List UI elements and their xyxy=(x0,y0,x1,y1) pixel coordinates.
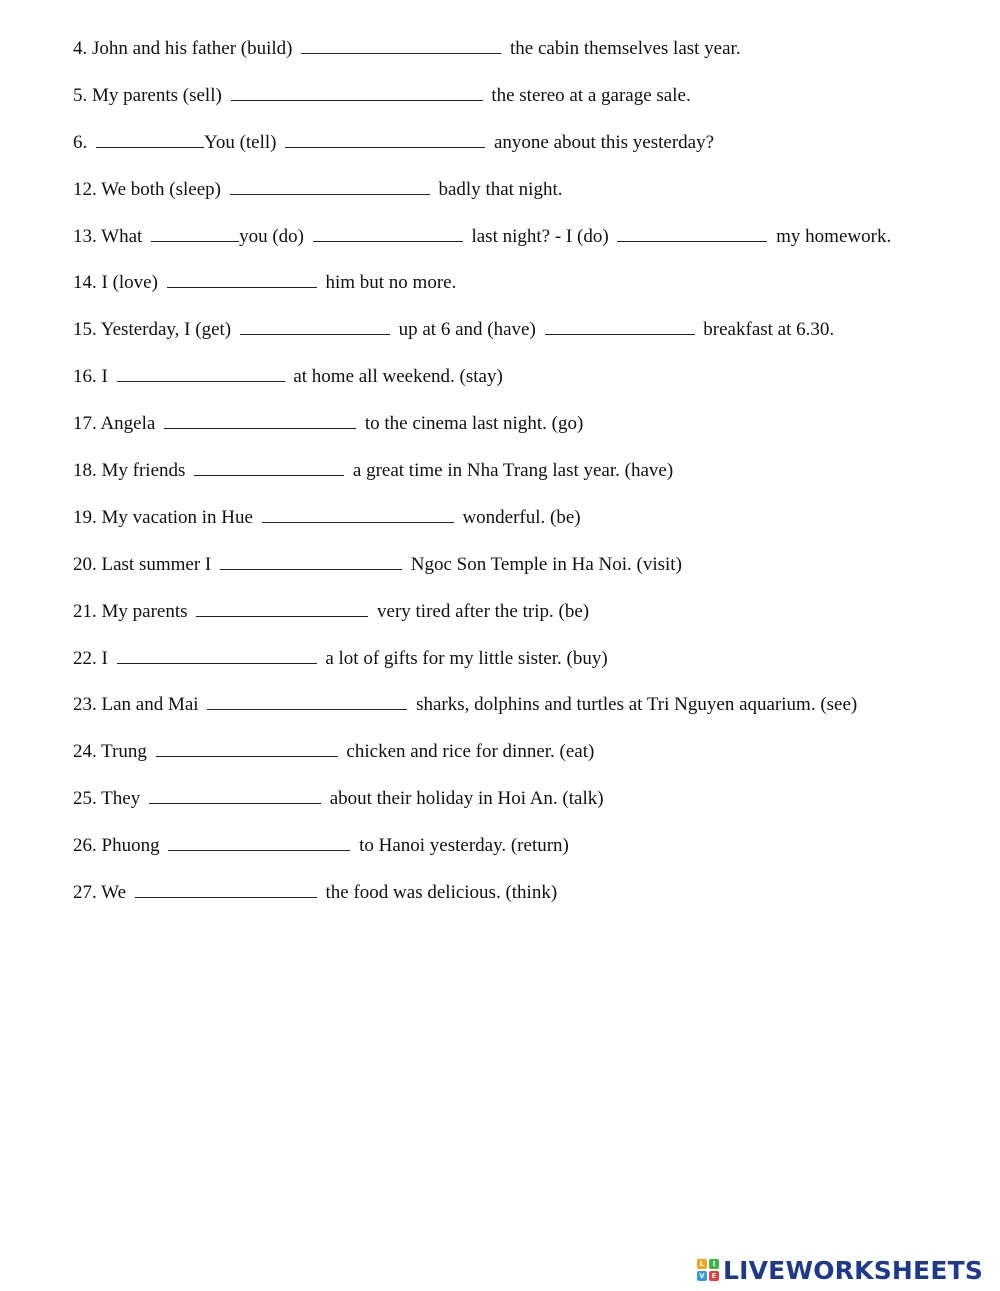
logo-block-i: I xyxy=(709,1259,719,1269)
answer-blank[interactable] xyxy=(149,785,321,804)
answer-blank[interactable] xyxy=(135,879,317,898)
answer-blank[interactable] xyxy=(230,176,430,195)
question-15: 15. Yesterday, I (get) up at 6 and (have) breakfast at 6.30. xyxy=(73,316,973,340)
logo-block-l: L xyxy=(697,1259,707,1269)
question-19: 19. My vacation in Hue wonderful. (be) xyxy=(73,504,973,528)
answer-blank[interactable] xyxy=(196,598,368,617)
question-18: 18. My friends a great time in Nha Trang last year. (have) xyxy=(73,457,973,481)
answer-blank[interactable] xyxy=(151,223,239,242)
question-25: 25. They about their holiday in Hoi An. (talk) xyxy=(73,785,973,809)
answer-blank[interactable] xyxy=(285,129,485,148)
logo-blocks-icon xyxy=(697,1259,719,1281)
question-20: 20. Last summer I Ngoc Son Temple in Ha Noi. (visit) xyxy=(73,551,973,575)
answer-blank[interactable] xyxy=(313,223,463,242)
question-14: 14. I (love) him but no more. xyxy=(73,269,973,293)
question-22: 22. I a lot of gifts for my little sister. (buy) xyxy=(73,645,973,669)
question-21: 21. My parents very tired after the trip. (be) xyxy=(73,598,973,622)
question-6: 6. You (tell) anyone about this yesterday? xyxy=(73,129,973,153)
answer-blank[interactable] xyxy=(207,691,407,710)
answer-blank[interactable] xyxy=(617,223,767,242)
answer-blank[interactable] xyxy=(194,457,344,476)
question-5: 5. My parents (sell) the stereo at a garage sale. xyxy=(73,82,973,106)
answer-blank[interactable] xyxy=(167,269,317,288)
answer-blank[interactable] xyxy=(164,410,356,429)
answer-blank[interactable] xyxy=(168,832,350,851)
logo-block-e: E xyxy=(709,1271,719,1281)
question-24: 24. Trung chicken and rice for dinner. (eat) xyxy=(73,738,973,762)
answer-blank[interactable] xyxy=(220,551,402,570)
question-26: 26. Phuong to Hanoi yesterday. (return) xyxy=(73,832,973,856)
answer-blank[interactable] xyxy=(117,363,285,382)
question-16: 16. I at home all weekend. (stay) xyxy=(73,363,973,387)
question-4: 4. John and his father (build) the cabin themselves last year. xyxy=(73,35,973,59)
worksheet xyxy=(73,35,973,926)
logo-block-v: V xyxy=(697,1271,707,1281)
answer-blank[interactable] xyxy=(96,129,204,148)
answer-blank[interactable] xyxy=(117,645,317,664)
answer-blank[interactable] xyxy=(545,316,695,335)
question-17: 17. Angela to the cinema last night. (go) xyxy=(73,410,973,434)
logo-text: LIVEWORKSHEETS xyxy=(723,1255,984,1285)
answer-blank[interactable] xyxy=(240,316,390,335)
question-12: 12. We both (sleep) badly that night. xyxy=(73,176,973,200)
liveworksheets-logo xyxy=(697,1255,983,1285)
question-13: 13. What you (do) last night? - I (do) my homework. xyxy=(73,223,973,247)
answer-blank[interactable] xyxy=(262,504,454,523)
question-23: 23. Lan and Mai sharks, dolphins and turtles at Tri Nguyen aquarium. (see) xyxy=(73,691,973,715)
answer-blank[interactable] xyxy=(156,738,338,757)
answer-blank[interactable] xyxy=(231,82,483,101)
question-27: 27. We the food was delicious. (think) xyxy=(73,879,973,903)
answer-blank[interactable] xyxy=(301,35,501,54)
